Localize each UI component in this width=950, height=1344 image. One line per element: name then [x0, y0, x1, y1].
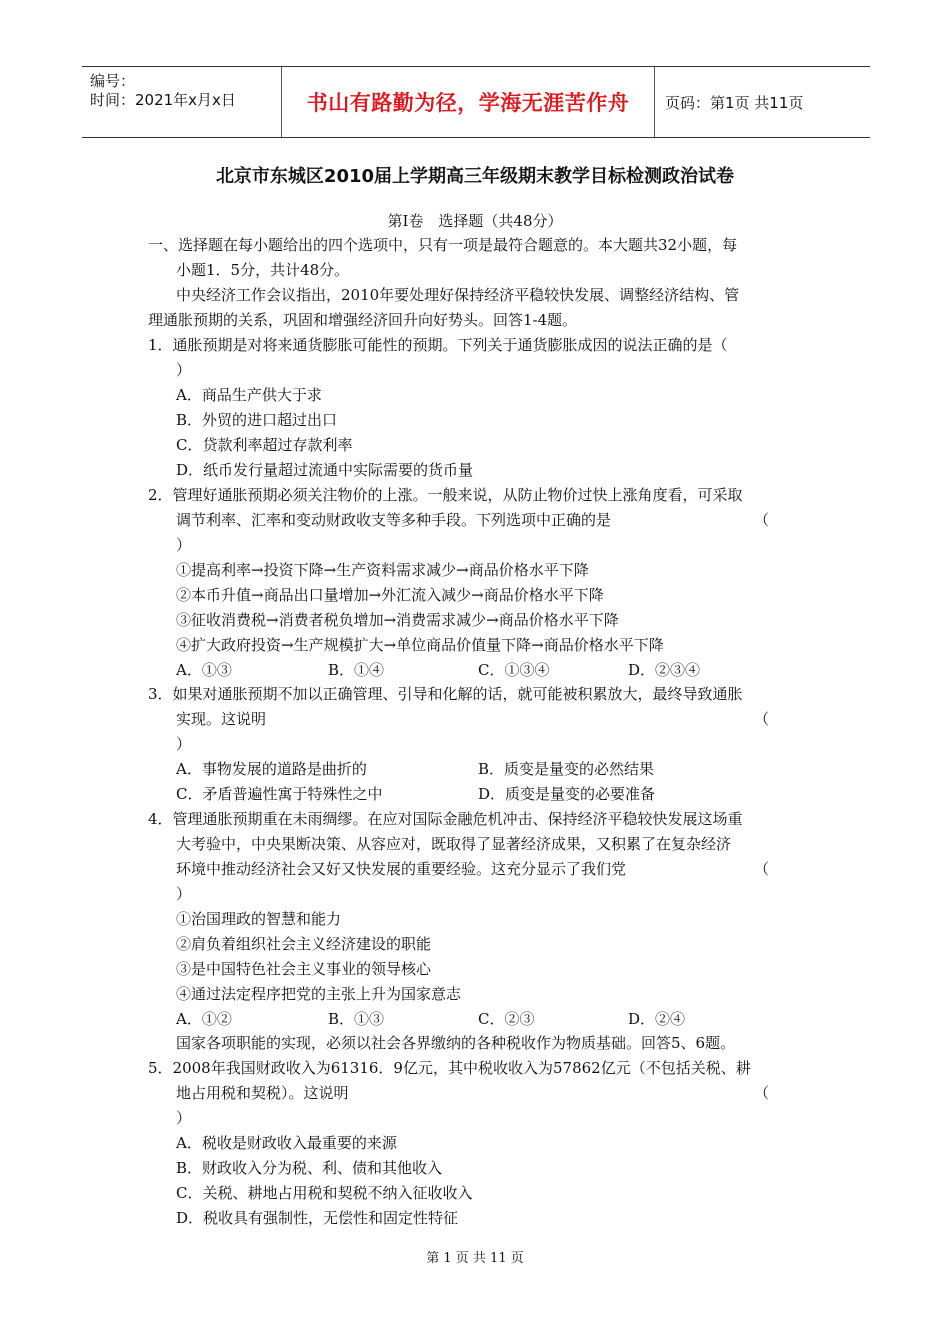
question-4-stem: 4．管理通胀预期重在未雨绸缪。在应对国际金融危机冲击、保持经济平稳较快发展这场重	[148, 810, 743, 828]
question-3-stem: 实现。这说明	[176, 710, 267, 728]
answer-paren: （	[754, 860, 770, 878]
question-2-option-a: A．①③	[176, 661, 232, 679]
question-4-option-b: B．①③	[328, 1010, 385, 1028]
question-4-option-d: D．②④	[628, 1010, 686, 1028]
question-3-option-a: A．事物发展的道路是曲折的	[176, 760, 367, 778]
question-1-option-a: A．商品生产供大于求	[176, 386, 322, 404]
section-heading: 第Ⅰ卷 选择题（共48分）	[387, 212, 563, 230]
question-5-stem: 5．2008年我国财政收入为61316．9亿元，其中税收收入为57862亿元（不包括关税、耕	[148, 1059, 751, 1077]
question-4-statement: ④通过法定程序把党的主张上升为国家意志	[176, 985, 462, 1003]
header-meta	[82, 67, 282, 137]
answer-paren: ）	[176, 536, 192, 554]
question-2-statement: ④扩大政府投资→生产规模扩大→单位商品价值量下降→商品价格水平下降	[176, 636, 664, 654]
question-4-stem: 环境中推动经济社会又好又快发展的重要经验。这充分显示了我们党	[176, 860, 627, 878]
question-3-option-d: D．质变是量变的必要准备	[478, 785, 656, 803]
question-2-stem: 2．管理好通胀预期必须关注物价的上涨。一般来说，从防止物价过快上涨角度看，可采取	[148, 486, 743, 504]
page-header	[82, 66, 870, 138]
number-label: 编号：	[90, 72, 136, 90]
instructions-line: 一、选择题在每小题给出的四个选项中，只有一项是最符合题意的。本大题共32小题，每	[148, 236, 738, 254]
answer-paren: ）	[176, 885, 192, 903]
question-5-option-c: C．关税、耕地占用税和契税不纳入征收收入	[176, 1184, 473, 1202]
question-2-option-b: B．①④	[328, 661, 385, 679]
question-2-statement: ②本币升值→商品出口量增加→外汇流入减少→商品价格水平下降	[176, 586, 604, 604]
answer-paren: （	[754, 710, 770, 728]
question-2-stem: 调节利率、汇率和变动财政收支等多种手段。下列选项中正确的是	[176, 511, 612, 529]
page-footer: 第 1 页 共 11 页	[426, 1251, 524, 1266]
question-4-statement: ③是中国特色社会主义事业的领导核心	[176, 960, 432, 978]
header-page-info: 页码：第1页 共11页	[665, 93, 804, 112]
question-5-option-a: A．税收是财政收入最重要的来源	[176, 1134, 397, 1152]
answer-paren: ）	[176, 1109, 192, 1127]
question-4-option-a: A．①②	[176, 1010, 232, 1028]
answer-paren: ）	[176, 361, 192, 379]
header-motto: 书山有路勤为径，学海无涯苦作舟	[282, 67, 655, 137]
intro-paragraph: 国家各项职能的实现，必须以社会各界缴纳的各种税收作为物质基础。回答5、6题。	[176, 1034, 736, 1052]
instructions-line: 小题1．5分，共计48分。	[176, 261, 350, 279]
question-2-option-c: C．①③④	[478, 661, 550, 679]
question-3-stem: 3．如果对通胀预期不加以正确管理、引导和化解的话，就可能被积累放大，最终导致通胀	[148, 685, 743, 703]
intro-paragraph: 中央经济工作会议指出，2010年要处理好保持经济平稳较快发展、调整经济结构、管	[176, 286, 740, 304]
question-4-statement: ①治国理政的智慧和能力	[176, 910, 342, 928]
question-3-option-b: B．质变是量变的必然结果	[478, 760, 655, 778]
question-5-option-b: B．财政收入分为税、利、债和其他收入	[176, 1159, 443, 1177]
exam-title: 北京市东城区2010届上学期高三年级期末教学目标检测政治试卷	[215, 166, 735, 187]
question-2-statement: ③征收消费税→消费者税负增加→消费需求减少→商品价格水平下降	[176, 611, 619, 629]
question-5-option-d: D．税收具有强制性，无偿性和固定性特征	[176, 1209, 459, 1227]
answer-paren: ）	[176, 735, 192, 753]
question-4-option-c: C．②③	[478, 1010, 535, 1028]
answer-paren: （	[754, 511, 770, 529]
question-1-option-b: B．外贸的进口超过出口	[176, 411, 338, 429]
question-3-option-c: C．矛盾普遍性寓于特殊性之中	[176, 785, 383, 803]
question-4-statement: ②肩负着组织社会主义经济建设的职能	[176, 935, 432, 953]
question-1-option-c: C．贷款利率超过存款利率	[176, 436, 353, 454]
question-2-statement: ①提高利率→投资下降→生产资料需求减少→商品价格水平下降	[176, 561, 589, 579]
question-4-stem: 大考验中，中央果断决策、从容应对，既取得了显著经济成果，又积累了在复杂经济	[176, 835, 732, 853]
intro-paragraph: 理通胀预期的关系，巩固和增强经济回升向好势头。回答1-4题。	[148, 311, 578, 329]
question-2-option-d: D．②③④	[628, 661, 701, 679]
question-1-option-d: D．纸币发行量超过流通中实际需要的货币量	[176, 461, 474, 479]
question-5-stem: 地占用税和契税）。这说明	[176, 1084, 349, 1102]
answer-paren: （	[754, 1084, 770, 1102]
question-1-stem: 1．通胀预期是对将来通货膨胀可能性的预期。下列关于通货膨胀成因的说法正确的是（	[148, 336, 728, 354]
time-label: 时间：2021年x月x日	[90, 91, 236, 109]
